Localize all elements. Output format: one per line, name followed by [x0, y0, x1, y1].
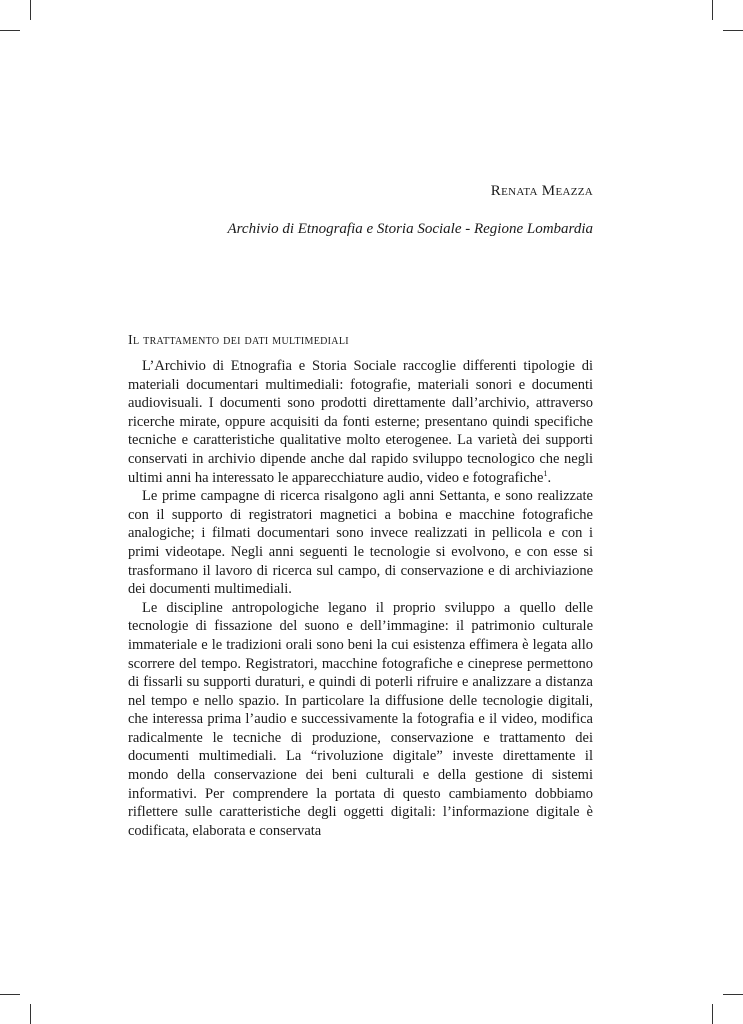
crop-mark-bottom-left-h — [0, 994, 20, 995]
paragraph-text: Le discipline antropologiche legano il proprio sviluppo a quello delle tecnologie di fissazione del suono e dell’immagine: il patrimonio culturale immateriale e le tradizioni orali sono beni la cui esistenza effimera è legata allo scorrere del tempo. Registratori, macchine fotografiche e cineprese permettono di fissarli su supporti duraturi, e quindi di poterli rifruire e analizzare a distanza nel tempo e nello spazio. In particolare la diffusione delle tecnologie digitali, che interessa prima l’audio e successivamente la fotografia e il video, modifica radicalmente le tecniche di produzione, conservazione e trattamento dei documenti multimediali. La “rivoluzione digitale” investe direttamente il mondo della conservazione dei beni culturali e della gestione di sistemi informativi. Per comprendere la portata di questo cambiamento dobbiamo riflettere sulle caratteristiche degli oggetti digitali: l’informazione digitale è codificata, elaborata e conservata — [128, 599, 593, 839]
crop-mark-top-right-h — [723, 30, 743, 31]
paragraph-text: Le prime campagne di ricerca risalgono agli anni Settanta, e sono realizzate con il supporto di registratori magnetici a bobina e macchine fotografiche analogiche; i filmati documentari sono invece realizzati in pellicola e con i primi videotape. Negli anni seguenti le tecnologie si evolvono, e con esse si trasformano il lavoro di ricerca sul campo, di conservazione e di archiviazione dei documenti multimediali. — [128, 488, 593, 598]
paragraph — [128, 487, 593, 599]
crop-mark-bottom-left — [30, 1004, 31, 1024]
paragraph — [128, 357, 593, 487]
author-affiliation: Archivio di Etnografia e Storia Sociale - Regione Lombardia — [227, 221, 593, 237]
section-title: Il trattamento dei dati multimediali — [128, 333, 349, 348]
crop-mark-bottom-right — [712, 1004, 713, 1024]
crop-mark-top-left-h — [0, 30, 20, 31]
paragraph-tail: . — [547, 469, 552, 486]
crop-mark-top-right — [712, 0, 713, 20]
body-text — [128, 357, 593, 840]
crop-mark-top-left — [30, 0, 31, 20]
paragraph — [128, 599, 593, 841]
author-name: Renata Meazza — [490, 183, 593, 199]
crop-mark-bottom-right-h — [723, 994, 743, 995]
footnote-marker[interactable]: 1 — [543, 468, 548, 478]
paragraph-text: L’Archivio di Etnografia e Storia Sociale raccoglie differenti tipologie di materiali documentari multimediali: fotografie, materiali sonori e documenti audiovisuali. I documenti sono prodotti direttamente dall’archivio, attraverso ricerche mirate, oppure acquisiti da fonti esterne; presentano quindi specifiche tecniche e caratteristiche qualitative molto eterogenee. La varietà dei supporti conservati in archivio dipende anche dal rapido sviluppo tecnologico che negli ultimi anni ha interessato le apparecchiature audio, video e fotografiche — [128, 358, 593, 486]
